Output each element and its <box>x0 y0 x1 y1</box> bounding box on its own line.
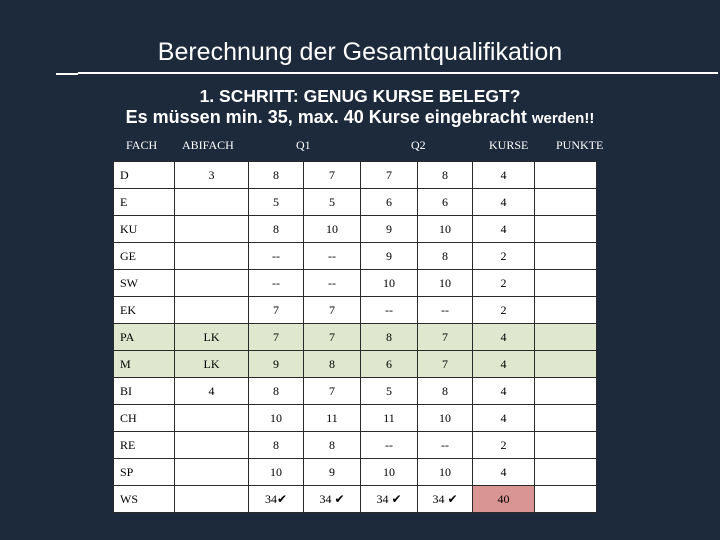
q2-first-cell: 11 <box>361 405 418 432</box>
q2-first-cell: 10 <box>361 270 418 297</box>
punkte-cell <box>535 432 597 459</box>
table-row <box>114 297 597 324</box>
q1-second-cell: 7 <box>304 162 361 189</box>
q2-second-cell: 8 <box>418 243 473 270</box>
fach-cell: M <box>114 351 175 378</box>
q1-second-cell: 10 <box>304 216 361 243</box>
rule-suffix-text: werden!! <box>531 110 595 127</box>
q1-first-cell: 7 <box>249 297 304 324</box>
abifach-cell <box>175 189 249 216</box>
q2-first-cell: 8 <box>361 324 418 351</box>
punkte-cell <box>535 270 597 297</box>
q2-first-cell: 9 <box>361 216 418 243</box>
kurse-cell: 40 <box>473 486 535 513</box>
q2-second-cell: 10 <box>418 405 473 432</box>
fach-cell: BI <box>114 378 175 405</box>
fach-cell: GE <box>114 243 175 270</box>
header-fach: FACH <box>126 138 158 152</box>
step-heading: 1. SCHRITT: GENUG KURSE BELEGT? <box>199 86 521 106</box>
q1-first-cell: 8 <box>249 378 304 405</box>
kurse-cell: 4 <box>473 378 535 405</box>
fach-cell: E <box>114 189 175 216</box>
punkte-cell <box>535 378 597 405</box>
abifach-cell: LK <box>175 324 249 351</box>
q1-first-cell: 9 <box>249 351 304 378</box>
abifach-cell: 4 <box>175 378 249 405</box>
abifach-cell <box>175 297 249 324</box>
table-row <box>114 459 597 486</box>
q1-first-cell: 8 <box>249 162 304 189</box>
rule-main-text: Es müssen min. 35, max. 40 Kurse eingebracht <box>125 107 527 127</box>
kurse-cell: 2 <box>473 432 535 459</box>
q1-first-cell: 8 <box>249 432 304 459</box>
kurse-cell: 4 <box>473 324 535 351</box>
abifach-cell <box>175 216 249 243</box>
kurse-cell: 4 <box>473 216 535 243</box>
q2-first-cell: 6 <box>361 351 418 378</box>
q1-second-cell: 7 <box>304 297 361 324</box>
table-row <box>114 378 597 405</box>
punkte-cell <box>535 297 597 324</box>
q1-first-cell: 8 <box>249 216 304 243</box>
table-row <box>114 486 597 513</box>
kurse-cell: 2 <box>473 270 535 297</box>
q2-first-cell: 10 <box>361 459 418 486</box>
q2-second-cell: -- <box>418 432 473 459</box>
fach-cell: WS <box>114 486 175 513</box>
header-q2: Q2 <box>411 138 426 152</box>
kurse-cell: 2 <box>473 243 535 270</box>
course-table <box>113 161 597 513</box>
table-row <box>114 270 597 297</box>
table-row <box>114 432 597 459</box>
header-abifach: ABIFACH <box>182 138 234 152</box>
q2-second-cell: -- <box>418 297 473 324</box>
q2-second-cell: 8 <box>418 378 473 405</box>
q1-second-cell: 5 <box>304 189 361 216</box>
q2-first-cell: 34 ✔ <box>361 486 418 513</box>
q1-second-cell: -- <box>304 243 361 270</box>
table-row <box>114 405 597 432</box>
q1-first-cell: -- <box>249 270 304 297</box>
fach-cell: SP <box>114 459 175 486</box>
abifach-cell <box>175 243 249 270</box>
q2-second-cell: 10 <box>418 459 473 486</box>
q1-second-cell: 8 <box>304 432 361 459</box>
header-punkte: PUNKTE <box>556 138 604 152</box>
abifach-cell <box>175 459 249 486</box>
fach-cell: RE <box>114 432 175 459</box>
q1-second-cell: 9 <box>304 459 361 486</box>
punkte-cell <box>535 216 597 243</box>
fach-cell: D <box>114 162 175 189</box>
punkte-cell <box>535 243 597 270</box>
q2-second-cell: 34 ✔ <box>418 486 473 513</box>
kurse-cell: 4 <box>473 351 535 378</box>
kurse-cell: 4 <box>473 162 535 189</box>
q1-first-cell: -- <box>249 243 304 270</box>
abifach-cell <box>175 432 249 459</box>
title-divider-left <box>56 73 78 75</box>
q1-first-cell: 34✔ <box>249 486 304 513</box>
q1-first-cell: 7 <box>249 324 304 351</box>
title-divider <box>78 72 718 74</box>
header-q1: Q1 <box>296 138 311 152</box>
q1-second-cell: 7 <box>304 324 361 351</box>
table-row <box>114 216 597 243</box>
table-row <box>114 324 597 351</box>
fach-cell: SW <box>114 270 175 297</box>
kurse-cell: 4 <box>473 189 535 216</box>
abifach-cell <box>175 486 249 513</box>
q2-second-cell: 6 <box>418 189 473 216</box>
punkte-cell <box>535 324 597 351</box>
table-row <box>114 189 597 216</box>
kurse-cell: 2 <box>473 297 535 324</box>
abifach-cell <box>175 270 249 297</box>
abifach-cell: LK <box>175 351 249 378</box>
q1-second-cell: 34 ✔ <box>304 486 361 513</box>
table-row <box>114 351 597 378</box>
q1-first-cell: 10 <box>249 405 304 432</box>
q1-first-cell: 5 <box>249 189 304 216</box>
punkte-cell <box>535 351 597 378</box>
header-kurse: KURSE <box>489 138 529 152</box>
page-title: Berechnung der Gesamtqualifikation <box>157 38 563 66</box>
q1-second-cell: 11 <box>304 405 361 432</box>
table-row <box>114 162 597 189</box>
fach-cell: CH <box>114 405 175 432</box>
fach-cell: EK <box>114 297 175 324</box>
rule-statement <box>0 107 720 128</box>
q1-second-cell: -- <box>304 270 361 297</box>
fach-cell: PA <box>114 324 175 351</box>
table-row <box>114 243 597 270</box>
q2-second-cell: 7 <box>418 324 473 351</box>
q2-first-cell: -- <box>361 432 418 459</box>
q2-first-cell: 6 <box>361 189 418 216</box>
q2-first-cell: -- <box>361 297 418 324</box>
abifach-cell <box>175 405 249 432</box>
kurse-cell: 4 <box>473 459 535 486</box>
punkte-cell <box>535 162 597 189</box>
kurse-cell: 4 <box>473 405 535 432</box>
q1-first-cell: 10 <box>249 459 304 486</box>
q2-first-cell: 5 <box>361 378 418 405</box>
abifach-cell: 3 <box>175 162 249 189</box>
punkte-cell <box>535 459 597 486</box>
punkte-cell <box>535 189 597 216</box>
q2-second-cell: 7 <box>418 351 473 378</box>
q1-second-cell: 7 <box>304 378 361 405</box>
q2-first-cell: 7 <box>361 162 418 189</box>
punkte-cell <box>535 486 597 513</box>
punkte-cell <box>535 405 597 432</box>
q2-second-cell: 10 <box>418 270 473 297</box>
q2-second-cell: 8 <box>418 162 473 189</box>
fach-cell: KU <box>114 216 175 243</box>
q1-second-cell: 8 <box>304 351 361 378</box>
q2-second-cell: 10 <box>418 216 473 243</box>
q2-first-cell: 9 <box>361 243 418 270</box>
